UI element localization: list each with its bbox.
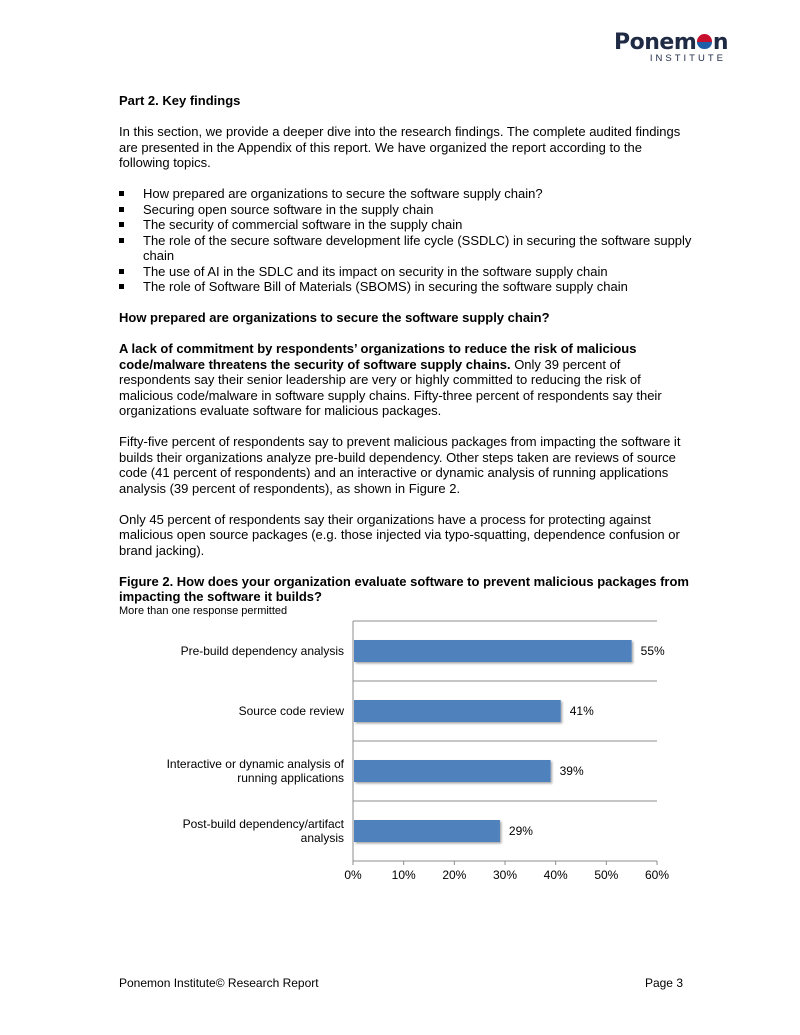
category-label: Source code review <box>238 704 344 718</box>
x-tick-label: 60% <box>644 868 670 882</box>
list-item: The security of commercial software in the supply chain <box>119 217 694 233</box>
data-label: 41% <box>569 704 594 718</box>
paragraph-lead: A lack of commitment by respondents’ organizations to reduce the risk of malicious code/malware threatens the security of software supply chains. <box>119 341 637 372</box>
bar-3 <box>354 760 551 782</box>
section-heading: Part 2. Key findings <box>119 93 241 108</box>
footer-left: Ponemon Institute© Research Report <box>119 976 319 990</box>
category-label: Pre-build dependency analysis <box>180 644 344 658</box>
data-label: 39% <box>559 764 584 778</box>
category-label: Post-build dependency/artifact analysis <box>182 817 344 845</box>
paragraph-text: Only 39 percent of respondents say their senior leadership are very or highly committed to reducing the risk of malicious code/malware in software supply chains. Fifty-three percent of respondents say their organizations evaluate software for malicious packages. <box>119 356 662 418</box>
data-label: 29% <box>508 824 533 838</box>
x-tick-label: 40% <box>543 868 568 882</box>
intro-paragraph: In this section, we provide a deeper dive into the research findings. The complete audited findings are presented in the Appendix of this report. We have organized the report according to the following topics. <box>119 124 681 170</box>
bar-2 <box>354 700 561 722</box>
x-tick-label: 0% <box>344 868 362 882</box>
paragraph-steps: Fifty-five percent of respondents say to prevent malicious packages from impacting the software it builds their organizations analyze pre-build dependency. Other steps taken are reviews of source code (41 percent of respondents) and an interactive or dynamic analysis of running applications analysis (39 percent of respondents), as shown in Figure 2. <box>119 434 681 496</box>
x-tick-label: 30% <box>492 868 518 882</box>
figure-subtitle: More than one response permitted <box>119 604 288 617</box>
x-tick-label: 50% <box>594 868 619 882</box>
data-label: 55% <box>640 644 665 658</box>
x-tick-label: 20% <box>442 868 467 882</box>
x-tick-label: 10% <box>391 868 416 882</box>
footer-page-number: Page 3 <box>644 976 683 990</box>
logo-wordmark: Ponem n <box>614 30 728 55</box>
bar-4 <box>354 820 500 842</box>
bar-1 <box>354 640 632 662</box>
logo-subtitle: INSTITUTE <box>649 53 726 64</box>
category-label: Interactive or dynamic analysis of running applications <box>166 757 344 785</box>
list-item: The role of the secure software development life cycle (SSDLC) in securing the software supply chain <box>119 233 694 264</box>
list-item: The use of AI in the SDLC and its impact on security in the software supply chain <box>119 264 694 280</box>
figure-title: Figure 2. How does your organization evaluate software to prevent malicious packages from impacting the software it builds? <box>119 573 689 604</box>
paragraph-process: Only 45 percent of respondents say their organizations have a process for protecting against malicious open source packages (e.g. those injected via typo-squatting, dependence confusion or brand jacking). <box>119 511 680 558</box>
list-item: Securing open source software in the supply chain <box>119 202 694 218</box>
list-item: How prepared are organizations to secure the software supply chain? <box>119 186 694 202</box>
list-item: The role of Software Bill of Materials (SBOMS) in securing the software supply chain <box>119 279 694 295</box>
subheading: How prepared are organizations to secure the software supply chain? <box>119 310 550 325</box>
